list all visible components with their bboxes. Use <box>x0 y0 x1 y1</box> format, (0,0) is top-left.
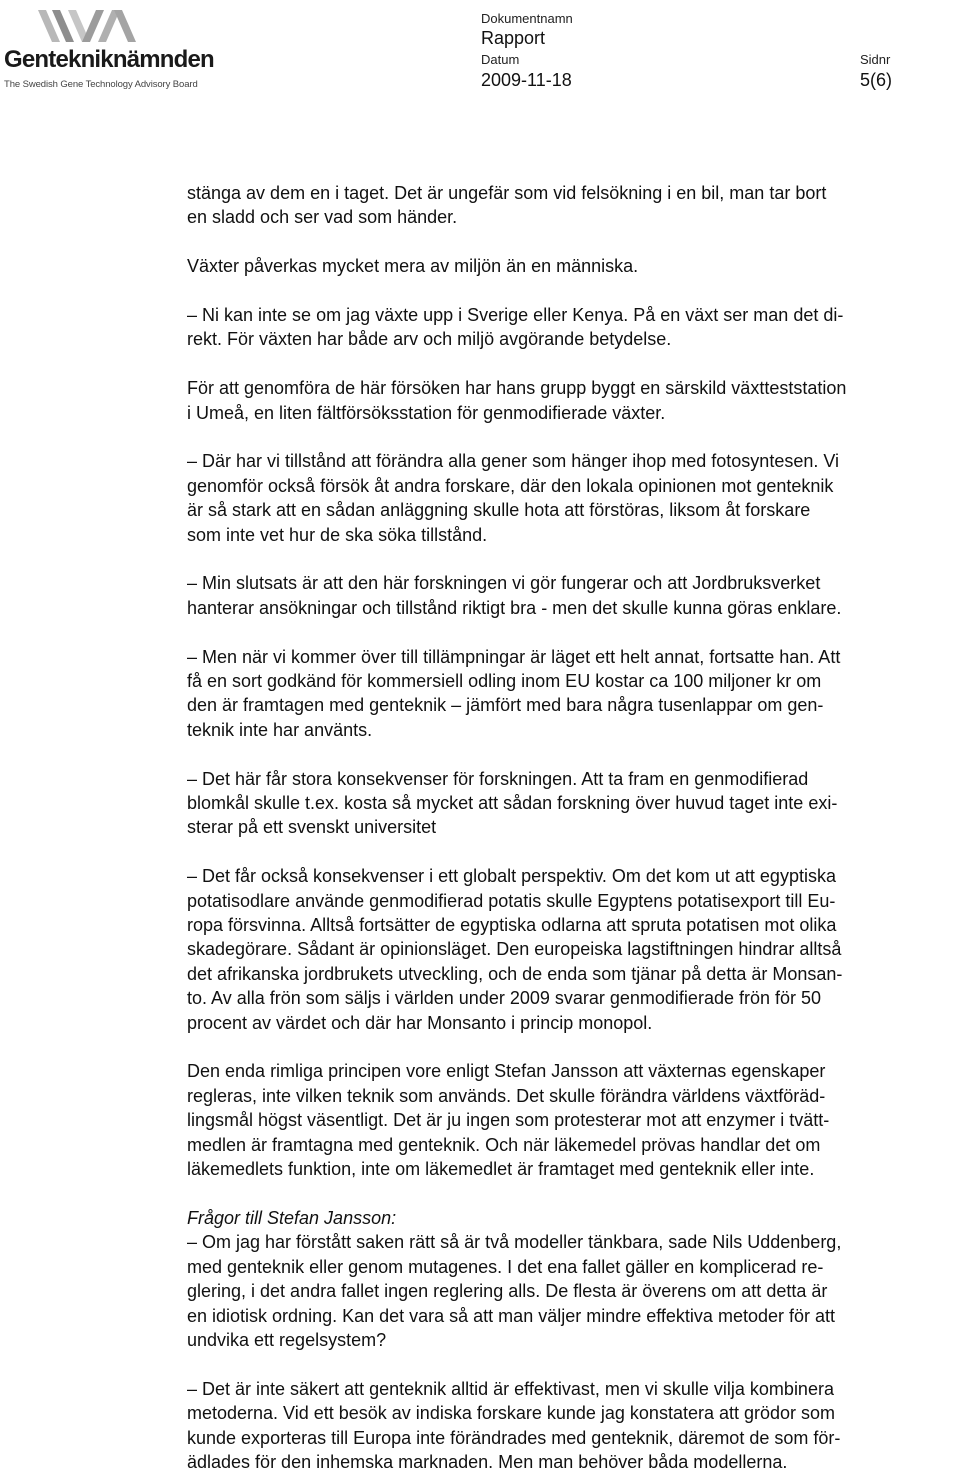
body-paragraph <box>187 303 957 352</box>
text-line: genomför också försök åt andra forskare, där den lokala opinionen mot genteknik <box>187 475 834 496</box>
question-paragraph <box>187 1230 957 1352</box>
text-line: – Det får också konsekvenser i ett globalt perspektiv. Om det kom ut att egyptiska <box>187 866 836 887</box>
body-paragraph <box>187 864 957 1035</box>
logo-mark-icon <box>38 6 148 46</box>
document-name: Rapport <box>481 28 546 48</box>
body-paragraph <box>187 1059 957 1181</box>
text-line: ädlades för den inhemska marknaden. Men man behöver båda modellerna. <box>187 1451 788 1472</box>
text-line: regleras, inte vilken teknik som används. Det skulle förändra världens växtföräd- <box>187 1085 826 1106</box>
page-number-label: Sidnr <box>860 52 891 67</box>
text-line: kunde exporteras till Europa inte förändrades med genteknik, däremot de som för- <box>187 1427 841 1448</box>
text-line: stänga av dem en i taget. Det är ungefär som vid felsökning i en bil, man tar bort <box>187 183 827 203</box>
text-line: med genteknik eller genom mutagenes. I det ena fallet gäller en komplicerad re- <box>187 1256 824 1277</box>
body-paragraph <box>187 571 957 620</box>
text-line: – Om jag har förstått saken rätt så är två modeller tänkbara, sade Nils Uddenberg, <box>187 1232 842 1253</box>
text-line: medlen är framtagna med genteknik. Och när läkemedel prövas handlar det om <box>187 1134 821 1155</box>
text-line: Den enda rimliga principen vore enligt Stefan Jansson att växternas egenskaper <box>187 1061 826 1082</box>
text-line: en idiotisk ordning. Kan det vara så att man väljer mindre effektiva metoder för att <box>187 1305 835 1326</box>
body-paragraph <box>187 181 957 230</box>
questions-heading: Frågor till Stefan Jansson: <box>187 1207 397 1228</box>
document-name-label: Dokumentnamn <box>481 11 573 26</box>
document-body <box>187 181 957 1474</box>
organization-subtitle: The Swedish Gene Technology Advisory Board <box>4 79 198 90</box>
text-line: hanterar ansökningar och tillstånd riktigt bra - men det skulle kunna göras enklare. <box>187 597 842 618</box>
text-line: to. Av alla frön som säljs i världen under 2009 svarar genmodifierade frön för 50 <box>187 988 822 1009</box>
text-line: procent av värdet och där har Monsanto i princip monopol. <box>187 1012 653 1033</box>
body-paragraph <box>187 254 957 278</box>
text-line: ropa försvinna. Alltså fortsätter de egyptiska odlarna att spruta potatisen mot olika <box>187 915 837 936</box>
text-line: rekt. För växten har både arv och miljö avgörande betydelse. <box>187 329 672 350</box>
body-paragraph <box>187 767 957 840</box>
text-line: – Det är inte säkert att genteknik alltid är effektivast, men vi skulle vilja kombinera <box>187 1378 834 1399</box>
text-line: den är framtagen med genteknik – jämfört med bara några tusenlappar om gen- <box>187 695 824 716</box>
body-paragraph <box>187 449 957 547</box>
text-line: – Det här får stora konsekvenser för forskningen. Att ta fram en genmodifierad <box>187 768 809 789</box>
page-number: 5(6) <box>860 70 893 90</box>
text-line: det afrikanska jordbrukets utveckling, och de enda som tjänar på detta är Monsan- <box>187 963 843 984</box>
text-line: metoderna. Vid ett besök av indiska forskare kunde jag konstatera att grödor som <box>187 1403 836 1424</box>
text-line: sterar på ett svenskt universitet <box>187 817 437 838</box>
text-line: undvika ett regelsystem? <box>187 1329 387 1350</box>
organization-logo <box>0 0 214 100</box>
text-line: Växter påverkas mycket mera av miljön än en människa. <box>187 256 639 277</box>
text-line: För att genomföra de här försöken har hans grupp byggt en särskild växtteststation <box>187 378 847 399</box>
document-date: 2009-11-18 <box>481 70 572 90</box>
organization-name: Gentekniknämnden <box>4 46 214 73</box>
text-line: glering, i det andra fallet ingen reglering alls. De flesta är överens om att detta är <box>187 1281 828 1302</box>
text-line: läkemedlets funktion, inte om läkemedlet är framtaget med genteknik eller inte. <box>187 1159 815 1180</box>
text-line: – Men när vi kommer över till tillämpningar är läget ett helt annat, fortsatte han. Att <box>187 646 841 667</box>
text-line: potatisodlare använde genmodifierad potatis skulle Egyptens potatisexport till Eu- <box>187 890 836 911</box>
text-line: teknik inte har använts. <box>187 719 373 740</box>
text-line: – Min slutsats är att den här forskningen vi gör fungerar och att Jordbruksverket <box>187 573 821 594</box>
body-paragraphs <box>187 181 957 1182</box>
text-line: – Där har vi tillstånd att förändra alla gener som hänger ihop med fotosyntesen. Vi <box>187 451 840 472</box>
text-line: som inte vet hur de ska söka tillstånd. <box>187 524 488 545</box>
answer-paragraph <box>187 1377 957 1474</box>
text-line: i Umeå, en liten fältförsöksstation för genmodifierade växter. <box>187 402 666 423</box>
text-line: är så stark att en sådan anläggning skulle hota att förstöras, liksom åt forskare <box>187 500 811 521</box>
body-paragraph <box>187 645 957 743</box>
body-paragraph <box>187 376 957 425</box>
text-line: en sladd och ser vad som händer. <box>187 207 458 228</box>
date-label: Datum <box>481 52 520 67</box>
text-line: blomkål skulle t.ex. kosta så mycket att sådan forskning över huvud taget inte exi- <box>187 793 838 814</box>
text-line: få en sort godkänd för kommersiell odling inom EU kostar ca 100 miljoner kr om <box>187 671 822 692</box>
text-line: – Ni kan inte se om jag växte upp i Sverige eller Kenya. På en växt ser man det di- <box>187 305 844 325</box>
text-line: skadegörare. Sådant är opinionsläget. Den europeiska lagstiftningen hindrar alltså <box>187 939 842 960</box>
text-line: lingsmål högst väsentligt. Det är ju ingen som protesterar mot att enzymer i tvätt- <box>187 1110 830 1131</box>
